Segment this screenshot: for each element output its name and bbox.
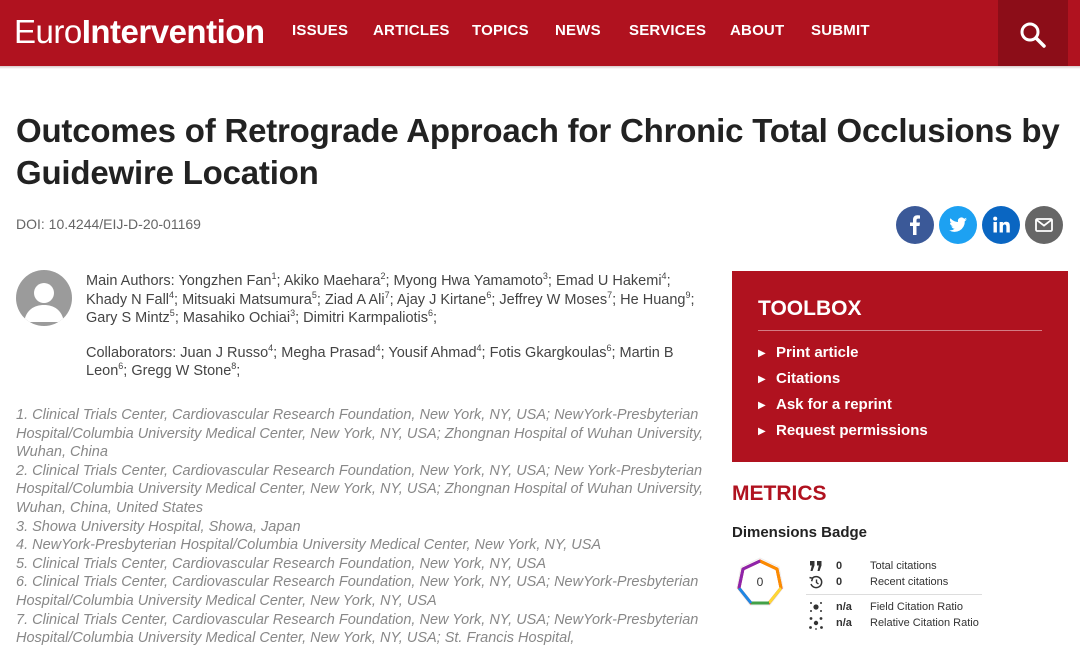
author-name: Martin B Leon [86,344,674,380]
author-entry[interactable] [396,289,496,308]
author-separator: ; [295,310,300,327]
affiliation-item: 6. Clinical Trials Center, Cardiovascular Research Foundation, New York, NY, USA; NewYork-Presbyterian Hospital/Columbia University Medical Center, New York, NY, USA [16,574,699,609]
nav-submit[interactable]: SUBMIT [811,22,870,39]
author-entry[interactable] [284,273,390,289]
toolbox-title: TOOLBOX [758,297,862,320]
author-separator: ; [174,291,179,308]
total-citations-value: 0 [836,560,843,572]
author-entry[interactable] [620,289,695,308]
author-entry[interactable] [394,273,552,289]
logo-text-part1: Euro [14,13,82,50]
author-affiliation-number: 6 [486,289,492,300]
logo-text-part2: Intervention [81,13,265,50]
affiliation-item: 1. Clinical Trials Center, Cardiovascular Research Foundation, New York, NY, USA; NewYork-Presbyterian Hospital/Columbia University Medical Center, New York, NY, USA; Zhongnan Hospital of Wuhan University, Wuhan, China [16,407,704,461]
collaborators [86,344,708,381]
share-facebook-button[interactable] [896,206,934,244]
recent-citations-value: 0 [836,576,843,588]
affiliation-item: 2. Clinical Trials Center, Cardiovascular Research Foundation, New York, NY, USA; New York-Presbyterian Hospital/Columbia University Medical Center, New York, NY, USA; Zhongnan Hospital of Wuhan University, Wuhan, China, United States [16,462,704,516]
affiliation-item: 5. Clinical Trials Center, Cardiovascular Research Foundation, New York, NY, USA [16,555,547,572]
author-separator: ; [491,291,496,308]
author-affiliation-number: 7 [384,289,390,300]
dimensions-badge-value: 0 [756,575,764,589]
author-separator: ; [389,291,394,308]
author-separator: ; [690,291,695,308]
twitter-icon [939,206,977,244]
author-affiliation-number: 6 [606,342,612,353]
author-affiliation-number: 5 [311,289,317,300]
nav-about[interactable]: ABOUT [730,22,785,39]
author-separator: ; [433,310,438,327]
author-name: Myong Hwa Yamamoto [393,273,543,289]
site-logo[interactable] [14,12,265,52]
field-citation-ratio-value: n/a [836,601,852,613]
author-affiliation-number: 3 [542,271,548,282]
author-affiliation-number: 4 [476,342,482,353]
chevron-right-icon: ▶ [758,374,766,385]
relative-citation-ratio-label: Relative Citation Ratio [870,617,979,629]
quote-icon [808,559,824,573]
nav-news[interactable]: NEWS [555,22,601,39]
author-affiliation-number: 6 [118,361,124,372]
nav-topics[interactable]: TOPICS [472,22,529,39]
author-entry[interactable] [499,289,617,308]
toolbox-print-article-link[interactable] [758,344,859,363]
author-name: Emad U Hakemi [555,273,662,289]
author-name: Yongzhen Fan [178,273,272,289]
author-affiliation-number: 8 [231,361,237,372]
search-button[interactable] [998,0,1068,66]
affiliation-item: 3. Showa University Hospital, Showa, Japan [16,518,301,535]
author-entry[interactable] [180,342,278,361]
author-entry[interactable] [388,342,486,361]
article-title: Outcomes of Retrograde Approach for Chronic Total Occlusions by Guidewire Location [16,112,1060,191]
toolbox-permissions-link[interactable] [758,422,928,441]
dimensions-badge[interactable] [730,553,790,613]
author-affiliation-number: 1 [271,271,277,282]
author-entry[interactable] [131,363,240,379]
recent-citations-label: Recent citations [870,576,949,588]
author-affiliation-number: 3 [290,308,296,319]
author-entry[interactable] [178,273,280,289]
author-name: Jeffrey W Moses [499,291,608,308]
share-twitter-button[interactable] [939,206,977,244]
email-icon [1025,206,1063,244]
toolbox-reprint-link[interactable] [758,396,892,415]
article-doi[interactable]: DOI: 10.4244/EIJ-D-20-01169 [16,216,201,232]
author-entry[interactable] [489,342,616,361]
author-separator: ; [611,344,616,361]
linkedin-icon [982,206,1020,244]
author-affiliation-number: 7 [607,289,613,300]
author-affiliation-number: 5 [169,308,175,319]
author-separator: ; [612,291,617,308]
author-separator: ; [123,363,128,380]
author-name: Megha Prasad [281,344,376,361]
metrics-divider [806,594,982,595]
relative-citation-ratio-value: n/a [836,617,852,629]
user-icon [16,270,72,326]
history-icon [808,575,824,589]
author-name: He Huang [620,291,686,308]
author-affiliation-number: 4 [661,271,667,282]
author-name: Ziad A Ali [324,291,385,308]
author-entry[interactable] [556,273,671,289]
author-name: Akiko Maehara [283,273,381,289]
author-name: Gregg W Stone [131,363,232,380]
field-citation-icon [808,600,824,614]
author-entry[interactable] [182,289,321,308]
chevron-right-icon: ▶ [758,400,766,411]
author-separator: ; [481,344,486,361]
author-name: Juan J Russo [180,344,269,361]
main-authors [86,272,708,328]
author-affiliation-number: 4 [375,342,381,353]
affiliation-list [16,406,716,647]
author-name: Ajay J Kirtane [396,291,487,308]
toolbox-citations-link[interactable] [758,370,840,389]
author-name: Khady N Fall [86,291,170,308]
author-affiliation-number: 2 [380,271,386,282]
author-entry[interactable] [281,342,385,361]
toolbox-panel [732,271,1068,462]
affiliation-item: 4. NewYork-Presbyterian Hospital/Columbia University Medical Center, New York, NY, USA [16,537,602,554]
author-separator: ; [547,273,552,289]
share-linkedin-button[interactable] [982,206,1020,244]
author-affiliation-number: 6 [428,308,434,319]
toolbox-item-label: Ask for a reprint [776,396,892,413]
author-entry[interactable] [86,310,179,326]
author-list [86,272,708,381]
total-citations-label: Total citations [870,560,937,572]
author-separator: ; [316,291,321,308]
header-shadow [0,66,1080,69]
share-email-button[interactable] [1025,206,1063,244]
collaborators-label: Collaborators: [86,344,177,361]
nav-services[interactable]: SERVICES [629,22,707,39]
chevron-right-icon: ▶ [758,426,766,437]
author-separator: ; [276,273,281,289]
author-separator: ; [236,363,241,380]
author-affiliation-number: 4 [268,342,274,353]
field-citation-ratio-label: Field Citation Ratio [870,601,963,613]
chevron-right-icon: ▶ [758,348,766,359]
author-affiliation-number: 9 [685,289,691,300]
author-name: Yousif Ahmad [388,344,477,361]
author-separator: ; [385,273,390,289]
dimensions-badge-title: Dimensions Badge [732,524,868,541]
metrics-title: METRICS [732,482,827,505]
author-separator: ; [380,344,385,361]
author-entry[interactable] [324,289,394,308]
author-name: Mitsuaki Matsumura [182,291,312,308]
relative-citation-icon [808,616,824,630]
author-separator: ; [273,344,278,361]
author-name: Masahiko Ochiai [182,310,291,327]
author-name: Fotis Gkargkoulas [489,344,607,361]
author-affiliation-number: 4 [169,289,175,300]
author-entry[interactable] [183,310,299,326]
author-entry[interactable] [303,310,437,326]
author-separator: ; [174,310,179,327]
affiliation-item: 7. Clinical Trials Center, Cardiovascular Research Foundation, New York, NY, USA; NewYork-Presbyterian Hospital/Columbia University Medical Center, New York, NY, USA; St. Francis Hospital, [16,611,699,647]
top-navigation-bar [0,0,1080,66]
search-icon [1018,20,1048,50]
author-separator: ; [666,273,671,289]
author-name: Dimitri Karmpaliotis [303,310,429,327]
toolbox-item-label: Print article [776,344,859,361]
main-authors-label: Main Authors: [86,273,175,289]
author-avatar [16,270,72,326]
author-name: Gary S Mintz [86,310,170,327]
toolbox-item-label: Citations [776,370,841,387]
facebook-icon [896,206,934,244]
author-entry[interactable] [86,289,179,308]
nav-issues[interactable]: ISSUES [292,22,349,39]
toolbox-divider [758,330,1042,331]
toolbox-item-label: Request permissions [776,422,928,439]
nav-articles[interactable]: ARTICLES [373,22,450,39]
